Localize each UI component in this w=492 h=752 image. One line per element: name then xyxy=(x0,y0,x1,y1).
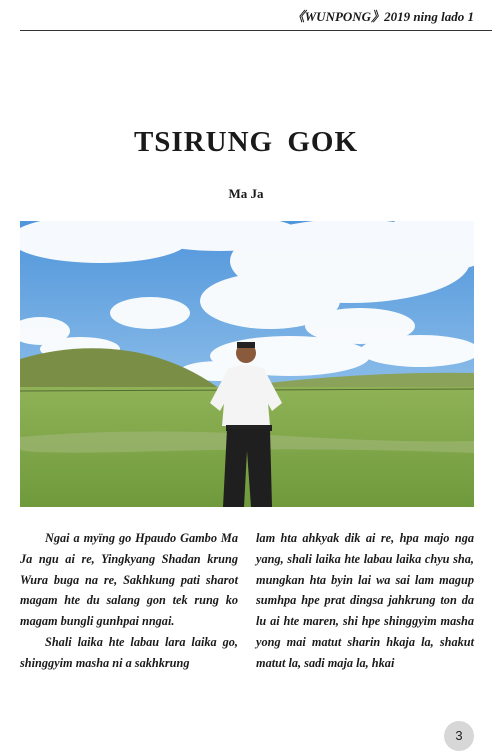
author-photo xyxy=(20,221,474,507)
journal-header: 《WUNPONG》2019 ning lado 1 xyxy=(291,9,474,24)
article-title: TSIRUNG GOK xyxy=(133,126,359,158)
article-author: Ma Ja xyxy=(228,186,264,201)
page-number: 3 xyxy=(444,721,474,751)
header-rule xyxy=(20,30,492,31)
paragraph: Ngai a myïng go Hpaudo Gambo Ma Ja ngu ai re, Yingkyang Shadan krung Wura buga na re, Sakhkung pati sharot magam hte du salang gon tek rung ko magam bungli gunhpai nngai. xyxy=(20,531,238,629)
article-column-right xyxy=(256,528,474,674)
grassland-portrait-image xyxy=(20,221,474,507)
paragraph: lam hta ahkyak dik ai re, hpa majo nga yang, shali laika hte labau laika chyu sha, mungkan hta byin lai wa sai lam magup sumhpa hpe prat dingsa jahkrung ton da lu ai hte maren, shi hpe shinggyim masha yong mai matut sharin hkaja la, shakut matut la, sadi maja la, hkai xyxy=(256,531,474,670)
article-column-left xyxy=(20,528,238,674)
paragraph: Shali laika hte labau lara laika go, shinggyim masha ni a sakhkrung xyxy=(20,634,238,670)
